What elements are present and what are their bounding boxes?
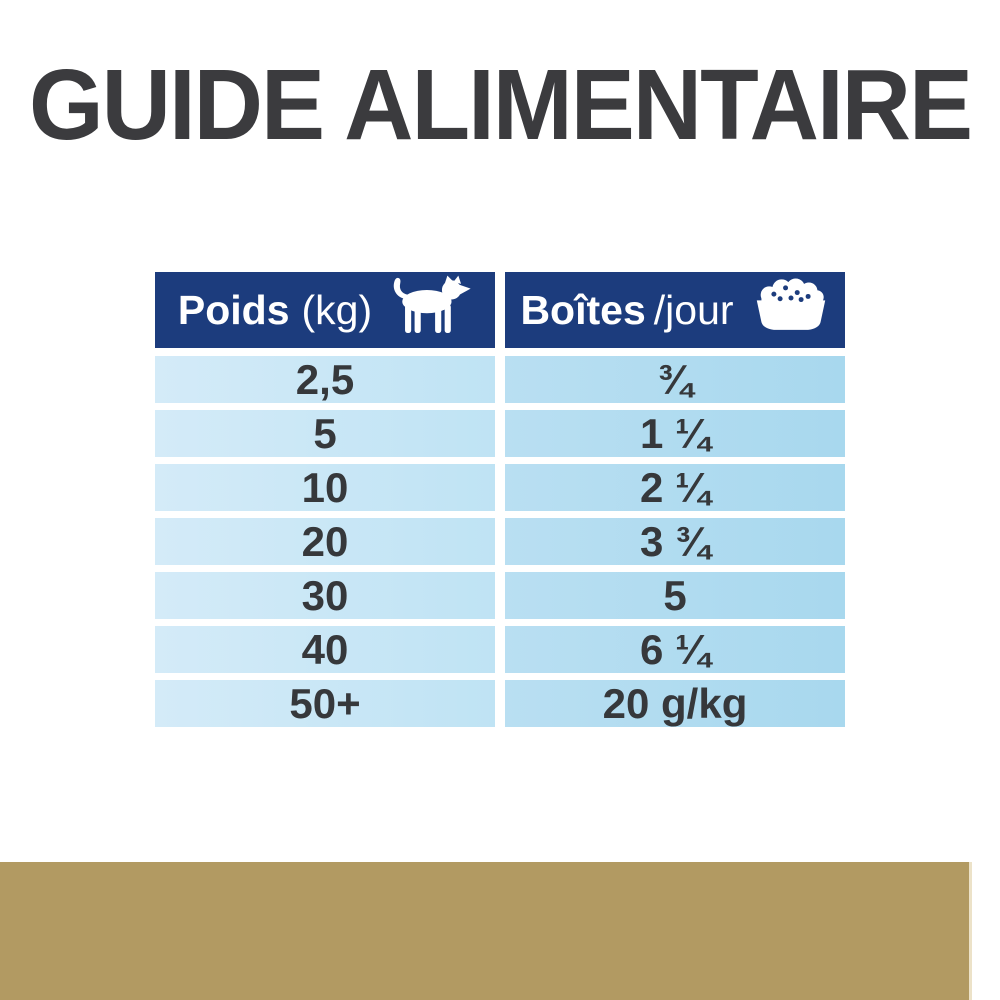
table-row	[155, 410, 845, 457]
amount-cell: 1 ¼	[505, 410, 845, 457]
weight-header-label: Poids	[177, 286, 290, 333]
amount-cell: ¾	[505, 356, 845, 403]
weight-cell: 50+	[155, 680, 495, 727]
weight-cell: 2,5	[155, 356, 495, 403]
table-row	[155, 464, 845, 511]
column-header-weight	[155, 272, 495, 348]
table-row	[155, 626, 845, 673]
amount-cell: 3 ¾	[505, 518, 845, 565]
feeding-guide-table	[155, 272, 845, 727]
weight-cell: 40	[155, 626, 495, 673]
table-row	[155, 680, 845, 727]
page-title: GUIDE ALIMENTAIRE	[29, 49, 971, 162]
amount-cell: 2 ¼	[505, 464, 845, 511]
table-row	[155, 518, 845, 565]
cans-header-label: Boîtes	[520, 286, 646, 333]
amount-cell: 5	[505, 572, 845, 619]
weight-cell: 5	[155, 410, 495, 457]
amount-cell: 6 ¼	[505, 626, 845, 673]
column-header-cans-per-day	[505, 272, 845, 348]
dog-icon	[390, 274, 472, 346]
weight-cell: 30	[155, 572, 495, 619]
weight-cell: 20	[155, 518, 495, 565]
amount-cell: 20 g/kg	[505, 680, 845, 727]
food-bowl-icon	[752, 277, 830, 343]
table-row	[155, 572, 845, 619]
gold-band	[0, 862, 972, 1000]
cans-header-unit: /jour	[653, 286, 734, 333]
table-row	[155, 356, 845, 403]
weight-header-unit: (kg)	[301, 286, 373, 333]
weight-cell: 10	[155, 464, 495, 511]
table-body	[155, 356, 845, 727]
table-header-row	[155, 272, 845, 348]
